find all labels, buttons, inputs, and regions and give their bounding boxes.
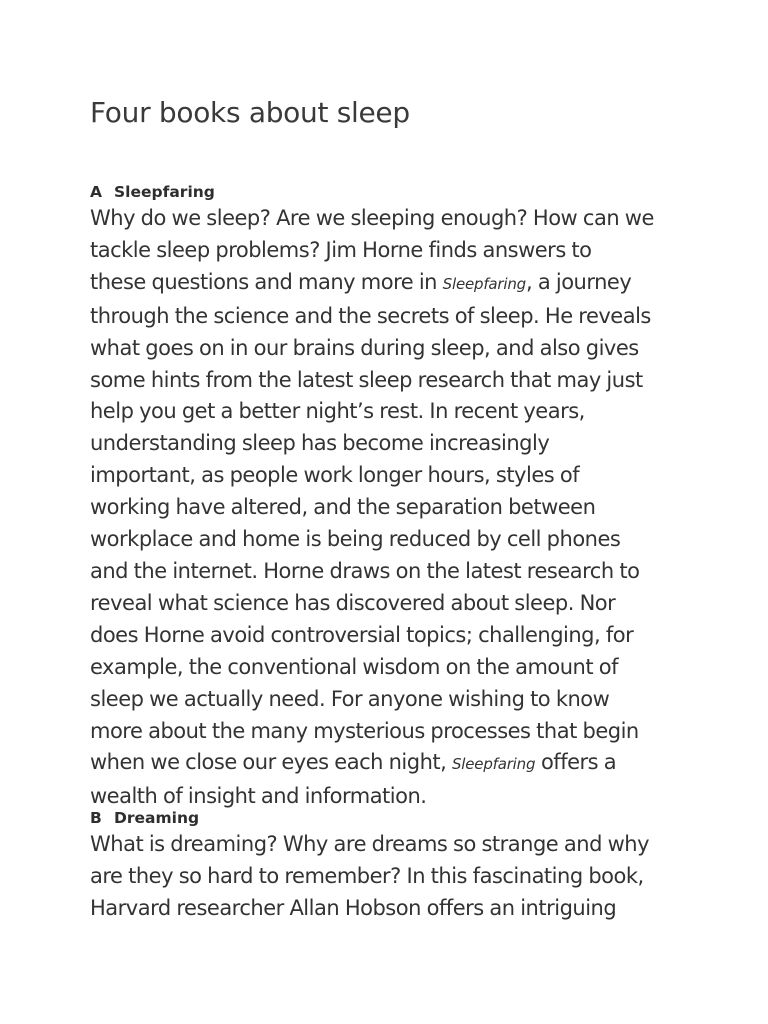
body-line: what goes on in our brains during sleep, and also gives xyxy=(90,335,639,360)
body-line: does Horne avoid controversial topics; challenging, for xyxy=(90,622,634,647)
section-heading xyxy=(90,807,690,829)
body-line: What is dreaming? Why are dreams so strange and why xyxy=(90,832,649,856)
body-text-fragment: when we close our eyes each night, xyxy=(90,750,452,775)
body-line xyxy=(90,747,690,781)
body-line: workplace and home is being reduced by cell phones xyxy=(90,527,621,552)
body-line: sleep we actually need. For anyone wishing to know xyxy=(90,686,610,711)
body-text-fragment: offers a xyxy=(535,750,617,775)
book-title-inline: Sleepfaring xyxy=(442,274,526,293)
section-heading-title: Dreaming xyxy=(114,809,200,827)
body-line: understanding sleep has become increasingly xyxy=(90,431,550,456)
section-body xyxy=(90,203,690,813)
section-heading-title: Sleepfaring xyxy=(114,183,215,201)
body-line: wealth of insight and information. xyxy=(90,784,427,809)
body-line: Harvard researcher Allan Hobson offers an intriguing xyxy=(90,895,617,920)
page-title: Four books about sleep xyxy=(90,96,410,129)
body-line: help you get a better night’s rest. In recent years, xyxy=(90,399,585,424)
section-a xyxy=(90,181,690,813)
body-line: Why do we sleep? Are we sleeping enough? How can we xyxy=(90,206,654,230)
body-line xyxy=(90,267,690,301)
body-line: and the internet. Horne draws on the latest research to xyxy=(90,558,640,583)
body-line: example, the conventional wisdom on the amount of xyxy=(90,654,619,679)
body-line: working have altered, and the separation between xyxy=(90,495,596,520)
body-text-fragment: , a journey xyxy=(525,269,632,294)
body-line: more about the many mysterious processes that begin xyxy=(90,718,639,743)
body-line: are they so hard to remember? In this fascinating book, xyxy=(90,863,644,888)
section-letter: A xyxy=(90,183,102,201)
section-b xyxy=(90,807,690,925)
section-heading xyxy=(90,181,690,203)
body-text-fragment: these questions and many more in xyxy=(90,269,443,294)
body-line: through the science and the secrets of sleep. He reveals xyxy=(90,303,651,328)
book-title-inline: Sleepfaring xyxy=(451,755,536,774)
section-letter: B xyxy=(90,809,102,827)
body-line: tackle sleep problems? Jim Horne finds answers to xyxy=(90,237,592,262)
section-body xyxy=(90,829,690,925)
body-line: some hints from the latest sleep research that may just xyxy=(90,367,643,392)
body-line: reveal what science has discovered about sleep. Nor xyxy=(90,590,616,615)
body-line: important, as people work longer hours, styles of xyxy=(90,463,580,488)
